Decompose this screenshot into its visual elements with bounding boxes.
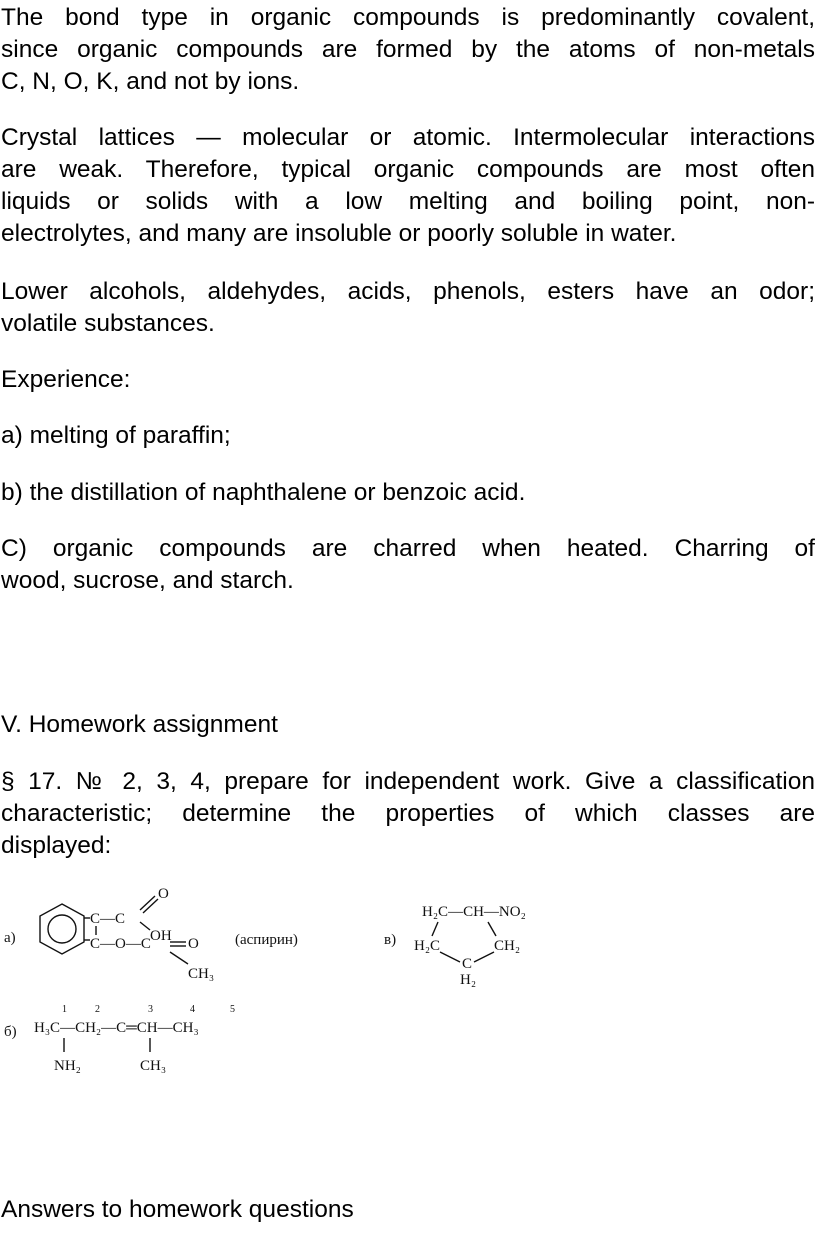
text-line: characteristic; determine the properties of which classes are [1, 800, 815, 827]
text-line: V. Homework assignment [1, 711, 278, 738]
text-line: liquids or solids with a low melting and boiling point, non- [1, 188, 815, 215]
ring-bottom-h: H₂ [460, 972, 477, 988]
homework-heading [1, 709, 815, 741]
experience-item-b [1, 477, 815, 509]
ring-bottom-c: C [462, 956, 473, 972]
text-line: volatile substances. [1, 310, 215, 337]
text-line: Lower alcohols, aldehydes, acids, phenols, esters have an odor; [1, 278, 815, 305]
label-v: в) [384, 932, 397, 948]
text-line: C) organic compounds are charred when heated. Charring of [1, 535, 815, 562]
experience-item-c [1, 533, 815, 597]
chemical-structures-svg [0, 880, 600, 1100]
aspirin-c2: C—O—C [90, 936, 151, 952]
chain-number-2: 2 [95, 1004, 100, 1015]
text-line: electrolytes, and many are insoluble or poorly soluble in water. [1, 220, 677, 247]
text-line: C, N, O, K, and not by ions. [1, 68, 300, 95]
text-line: Crystal lattices — molecular or atomic. Intermolecular interactions [1, 124, 815, 151]
paragraph-odor [1, 276, 815, 340]
aspirin-o-right: O [188, 936, 199, 952]
benzene-ring [40, 904, 84, 954]
homework-text [1, 766, 815, 862]
aspirin-c1: C—C [90, 911, 126, 927]
chain-number-4: 4 [190, 1004, 195, 1015]
text-line: b) the distillation of naphthalene or benzoic acid. [1, 479, 526, 506]
paragraph-crystal-lattices [1, 122, 815, 250]
ring-left: H₂C [414, 938, 441, 954]
chain-nh2: NH₂ [54, 1058, 81, 1074]
answers-heading [1, 1194, 815, 1226]
aspirin-caption: (аспирин) [235, 932, 298, 948]
ring-right: CH₂ [494, 938, 521, 954]
text-line: wood, sucrose, and starch. [1, 567, 294, 594]
chain-number-1: 1 [62, 1004, 67, 1015]
aspirin-o-top: O [158, 886, 169, 902]
text-line: a) melting of paraffin; [1, 422, 231, 449]
chain-number-3: 3 [148, 1004, 153, 1015]
text-line: The bond type in organic compounds is predominantly covalent, [1, 4, 815, 31]
text-line: Experience: [1, 366, 131, 393]
text-line: displayed: [1, 832, 112, 859]
aspirin-oh: OH [150, 928, 172, 944]
text-line: are weak. Therefore, typical organic compounds are most often [1, 156, 815, 183]
ring-top: H₂C—CH—NO₂ [422, 904, 526, 920]
text-line: since organic compounds are formed by the atoms of non-metals [1, 36, 815, 63]
chemical-structures-figure [0, 880, 600, 1100]
experience-heading [1, 364, 815, 396]
label-a: а) [4, 930, 16, 946]
experience-item-a [1, 420, 815, 452]
chain-formula: H₃C—CH₂—C═CH—CH₃ [34, 1020, 199, 1036]
chain-number-5: 5 [230, 1004, 235, 1015]
text-line: Answers to homework questions [1, 1196, 354, 1223]
text-line: § 17. № 2, 3, 4, prepare for independent work. Give a classification [1, 768, 815, 795]
label-b: б) [4, 1024, 17, 1040]
paragraph-bond-type [1, 2, 815, 98]
chain-ch3: CH₃ [140, 1058, 167, 1074]
aspirin-ch3: CH₃ [188, 966, 215, 982]
